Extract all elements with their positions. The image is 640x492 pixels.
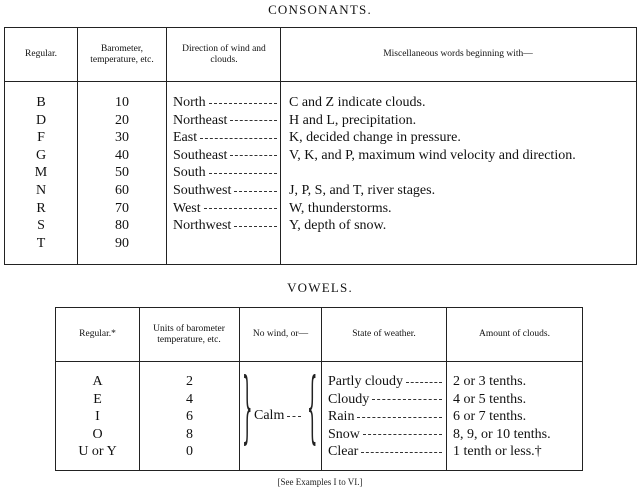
cloud-amount: 2 or 3 tenths. <box>453 374 527 389</box>
weather-state-text: Partly cloudy <box>328 374 404 389</box>
wind-direction <box>173 94 277 111</box>
wind-direction <box>173 200 277 217</box>
calm-label <box>254 407 301 424</box>
dash-leader <box>287 415 301 417</box>
cloud-amount: 6 or 7 tenths. <box>453 409 527 425</box>
vowel-value: 6 <box>186 409 193 425</box>
consonant-value: 60 <box>115 183 129 198</box>
consonant-value: 20 <box>115 112 129 128</box>
wind-direction-text: Northeast <box>173 112 228 128</box>
wind-direction <box>173 147 277 164</box>
wind-direction <box>173 129 277 146</box>
consonant-value: 90 <box>115 235 129 251</box>
consonant-value: 40 <box>115 147 129 163</box>
consonants-col-divider <box>280 28 281 264</box>
consonants-col-divider <box>166 28 167 264</box>
vowel-letter: O <box>92 426 103 442</box>
wind-direction <box>173 217 277 234</box>
dash-leader <box>361 451 442 453</box>
vowels-header-regular: Regular.* <box>79 329 116 339</box>
footer-note: [See Examples I to VI.] <box>277 477 363 487</box>
weather-state-text: Cloudy <box>328 391 370 407</box>
dash-leader <box>230 119 277 121</box>
consonant-letter: R <box>36 200 46 216</box>
dash-leader <box>363 433 442 435</box>
vowel-letter: A <box>92 374 103 389</box>
wind-direction-text: Northwest <box>173 218 232 234</box>
consonant-letter: T <box>36 235 46 251</box>
weather-state <box>328 391 442 408</box>
weather-state-text: Snow <box>328 426 360 442</box>
consonants-title: CONSONANTS. <box>268 2 372 17</box>
vowels-header-weather: State of weather. <box>352 329 416 339</box>
vowel-value: 8 <box>186 426 193 442</box>
vowel-letter: U or Y <box>78 444 117 460</box>
consonant-letter: M <box>34 165 48 181</box>
wind-direction-text: South <box>173 165 206 181</box>
cloud-amount: 4 or 5 tenths. <box>453 391 527 407</box>
dash-leader <box>234 225 277 227</box>
misc-word: W, thunderstorms. <box>289 200 392 216</box>
dash-leader <box>406 381 442 383</box>
consonant-letter: D <box>35 112 47 128</box>
weather-state <box>328 373 442 390</box>
vowel-value: 4 <box>186 391 193 407</box>
consonants-header-barometer: Barometer, temperature, etc. <box>90 43 154 65</box>
consonant-value: 50 <box>115 165 129 181</box>
vowel-letter: E <box>93 391 102 407</box>
consonant-value: 70 <box>115 200 129 216</box>
calm-text: Calm <box>254 408 285 423</box>
wind-direction <box>173 182 277 199</box>
consonants-header-misc: Miscellaneous words beginning with— <box>383 49 533 59</box>
weather-state-text: Rain <box>328 409 355 425</box>
vowels-title: VOWELS. <box>287 280 353 295</box>
weather-state-text: Clear <box>328 444 359 460</box>
dash-leader <box>209 102 277 104</box>
consonants-header-regular: Regular. <box>25 49 57 59</box>
misc-word: Y, depth of snow. <box>289 218 387 234</box>
vowels-header-clouds: Amount of clouds. <box>479 329 550 339</box>
misc-word: V, K, and P, maximum wind velocity and direction. <box>289 147 576 163</box>
consonant-letter: S <box>37 218 45 234</box>
dash-leader <box>204 207 277 209</box>
wind-direction <box>173 164 277 181</box>
consonants-header-divider <box>5 81 636 82</box>
wind-direction-text: East <box>173 130 198 146</box>
wind-direction-text: Southwest <box>173 183 232 198</box>
dash-leader <box>209 172 277 174</box>
misc-word: J, P, S, and T, river stages. <box>289 183 436 198</box>
dash-leader <box>200 137 277 139</box>
vowels-header-divider <box>56 361 582 362</box>
consonant-value: 80 <box>115 218 129 234</box>
cloud-amount: 1 tenth or less.† <box>453 444 542 460</box>
consonant-value: 30 <box>115 130 129 146</box>
consonant-value: 10 <box>115 95 129 110</box>
weather-state <box>328 426 442 443</box>
wind-direction <box>173 112 277 129</box>
dash-leader <box>234 190 277 192</box>
right-brace-icon: { <box>307 363 318 455</box>
vowel-value: 0 <box>186 444 193 460</box>
consonant-letter: N <box>35 183 47 198</box>
misc-word: H and L, precipitation. <box>289 112 417 128</box>
vowels-header-units: Units of barometer temperature, etc. <box>153 323 225 345</box>
misc-word: K, decided change in pressure. <box>289 130 461 146</box>
cloud-amount: 8, 9, or 10 tenths. <box>453 426 551 442</box>
consonants-header-direction: Direction of wind and clouds. <box>182 43 266 65</box>
dash-leader <box>230 154 277 156</box>
vowels-header-nowind: No wind, or— <box>252 329 309 339</box>
consonants-table <box>4 27 637 265</box>
wind-direction-text: Southeast <box>173 147 228 163</box>
weather-state <box>328 408 442 425</box>
vowels-table <box>55 307 583 471</box>
vowel-letter: I <box>95 409 100 425</box>
wind-direction-text: North <box>173 95 206 110</box>
dash-leader <box>357 416 442 418</box>
consonant-letter: B <box>36 95 46 110</box>
dash-leader <box>372 398 442 400</box>
consonant-letter: G <box>35 147 47 163</box>
weather-state <box>328 443 442 460</box>
vowel-value: 2 <box>186 374 193 389</box>
consonant-letter: F <box>37 130 45 146</box>
left-brace-icon: } <box>242 363 253 455</box>
wind-direction-text: West <box>173 200 201 216</box>
misc-word: C and Z indicate clouds. <box>289 95 426 110</box>
